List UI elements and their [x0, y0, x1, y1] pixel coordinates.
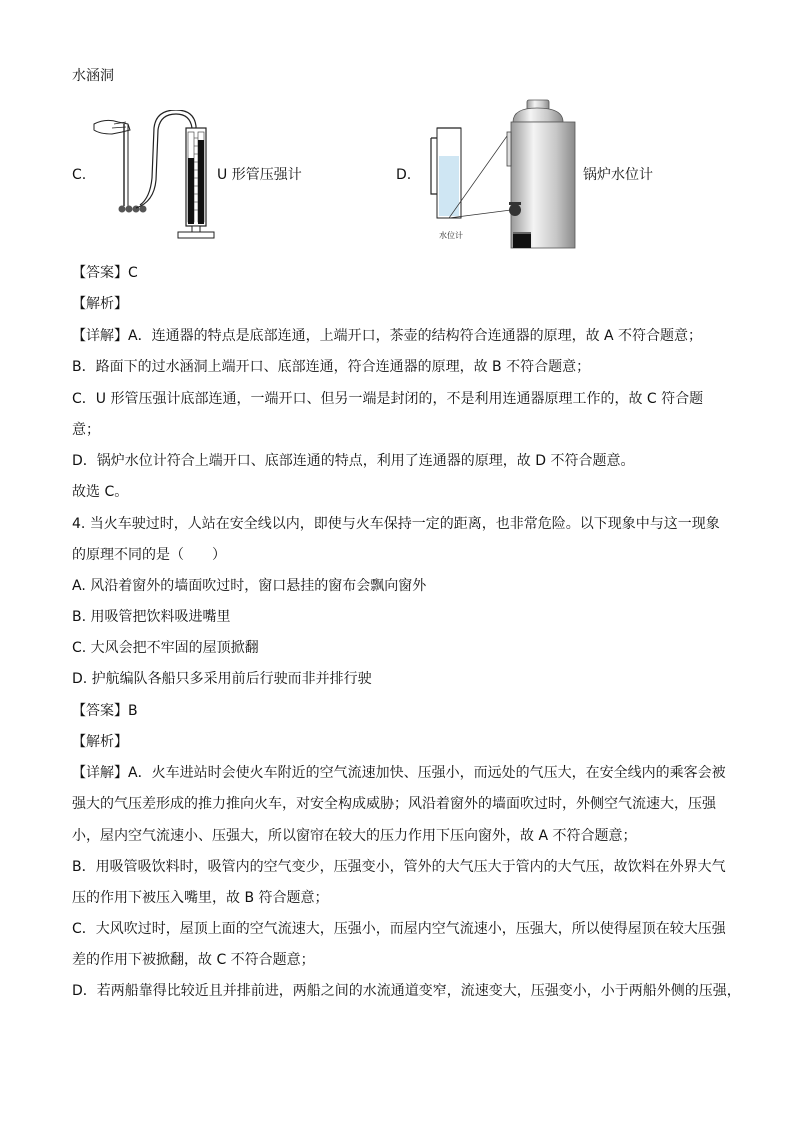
- q3-analysis-line: B．路面下的过水涵洞上端开口、底部连通，符合连通器的原理，故 B 不符合题意；: [72, 359, 591, 375]
- boiler-water-gauge-figure: [427, 98, 577, 253]
- option-d-caption: 锅炉水位计: [583, 167, 653, 183]
- q4-option-b: B. 用吸管把饮料吸进嘴里: [72, 609, 231, 625]
- continued-text: 水涵洞: [72, 68, 114, 84]
- q4-analysis-heading: 【解析】: [72, 734, 128, 750]
- q4-analysis-line: 差的作用下被掀翻，故 C 不符合题意；: [72, 952, 315, 968]
- q4-option-d: D. 护航编队各船只多采用前后行驶而非并排行驶: [72, 671, 372, 687]
- q4-stem-line: 的原理不同的是（ ）: [72, 547, 226, 563]
- q4-stem-line: 4. 当火车驶过时，人站在安全线以内，即使与火车保持一定的距离，也非常危险。以下现象中与这一现象: [72, 516, 720, 532]
- q4-option-a: A. 风沿着窗外的墙面吹过时，窗口悬挂的窗布会飘向窗外: [72, 578, 427, 594]
- option-d-letter: D.: [396, 167, 412, 183]
- q4-analysis-line: 压的作用下被压入嘴里，故 B 符合题意；: [72, 890, 329, 906]
- q3-analysis-line: 【详解】A．连通器的特点是底部连通，上端开口，茶壶的结构符合连通器的原理，故 A 不符合题意；: [72, 328, 703, 344]
- q4-analysis-line: 【详解】A．火车进站时会使火车附近的空气流速加快、压强小，而远处的气压大，在安全线内的乘客会被: [72, 765, 726, 781]
- q4-analysis-line: B．用吸管吸饮料时，吸管内的空气变少，压强变小，管外的大气压大于管内的大气压，故饮料在外界大气: [72, 859, 726, 875]
- water-gauge-label: 水位计: [439, 231, 463, 240]
- q4-analysis-line: D．若两船靠得比较近且并排前进，两船之间的水流通道变窄，流速变大，压强变小，小于两船外侧的压强，: [72, 983, 741, 999]
- q3-analysis-heading: 【解析】: [72, 296, 128, 312]
- q4-analysis-line: 小，屋内空气流速小、压强大，所以窗帘在较大的压力作用下压向窗外，故 A 不符合题意；: [72, 828, 637, 844]
- q3-answer: 【答案】C: [72, 265, 138, 281]
- option-c-letter: C.: [72, 167, 87, 183]
- q4-option-c: C. 大风会把不牢固的屋顶掀翻: [72, 640, 259, 656]
- q4-answer: 【答案】B: [72, 703, 138, 719]
- q3-analysis-line: D．锅炉水位计符合上端开口、底部连通的特点，利用了连通器的原理，故 D 不符合题意。: [72, 453, 635, 469]
- q4-analysis-line: 强大的气压差形成的推力推向火车，对安全构成威胁；风沿着窗外的墙面吹过时，外侧空气流速大，压强: [72, 796, 716, 812]
- q3-analysis-line: C．U 形管压强计底部连通，一端开口、但另一端是封闭的，不是利用连通器原理工作的，故 C 符合题: [72, 391, 704, 407]
- q3-analysis-line: 故选 C。: [72, 484, 129, 500]
- u-tube-manometer-figure: [92, 110, 217, 242]
- q3-analysis-line: 意；: [72, 422, 100, 438]
- option-c-caption: U 形管压强计: [217, 167, 302, 183]
- q4-analysis-line: C．大风吹过时，屋顶上面的空气流速大，压强小，而屋内空气流速小，压强大，所以使得屋顶在较大压强: [72, 921, 726, 937]
